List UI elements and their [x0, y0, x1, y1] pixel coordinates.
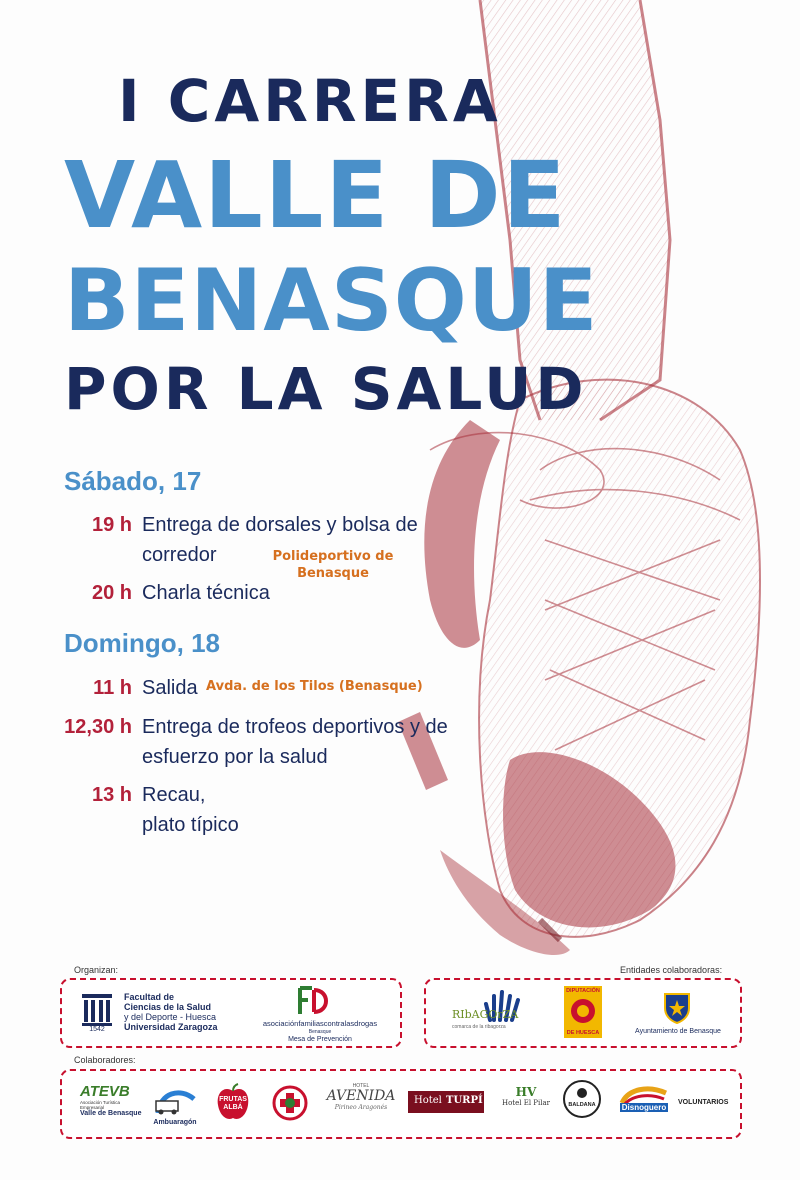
baldana-logo: [562, 1079, 602, 1119]
entities-label: Entidades colaboradoras:: [620, 965, 723, 975]
event-time: 11 h: [93, 677, 132, 699]
event-time: 13 h: [91, 784, 132, 806]
venue-saturday: Polideportivo de Benasque: [272, 549, 394, 581]
avenida-name: AVENIDA: [326, 1088, 396, 1104]
frutas-alba-logo: [214, 1083, 252, 1123]
diputacion-top: DIPUTACIÓN: [566, 988, 600, 994]
cruz-roja-emblem-icon: [272, 1085, 308, 1121]
event-description: Entrega de dorsales y bolsa de corredor: [142, 514, 418, 566]
disnoguero-name: Disnoguero: [621, 1103, 667, 1112]
unizar-logo: [124, 992, 218, 1032]
avenida-sub: Pirineo Aragonés: [334, 1104, 388, 1111]
event-time: 20 h: [91, 582, 132, 604]
organizers-box: [60, 978, 402, 1048]
unizar-line-3: y del Deporte - Huesca: [124, 1012, 217, 1022]
title-line-3: BENASQUE: [64, 251, 599, 351]
atevb-sub2: Valle de Benasque: [80, 1110, 142, 1117]
turpi-b: TURPÍ: [446, 1095, 483, 1106]
unizar-line-4: Universidad Zaragoza: [124, 1022, 218, 1032]
event-description: Charla técnica: [142, 582, 270, 604]
collaborators-label: Colaboradores:: [74, 1055, 136, 1065]
event-time: 12,30 h: [64, 716, 132, 738]
hotel-avenida-logo: [326, 1083, 396, 1111]
title-line-1: I CARRERA: [118, 67, 502, 135]
title-line-2: VALLE DE: [64, 142, 568, 249]
organizers-label: Organizan:: [74, 965, 119, 975]
hotel-el-pilar-logo: [498, 1085, 554, 1107]
diputacion-emblem-icon: [564, 994, 602, 1028]
atevb-sub1: Asociación Turística Empresarial: [80, 1100, 121, 1110]
familias-city: Benasque: [308, 1029, 332, 1035]
frutas-alba-text: [214, 1096, 252, 1112]
event-description: Entrega de trofeos deportivos y de esfuerzo por la salud: [142, 716, 448, 768]
event-description: Salida: [142, 677, 198, 699]
disnoguero-logo: [618, 1085, 670, 1117]
unizar-year: 1542: [89, 1026, 105, 1033]
ayuntamiento-label: Ayuntamiento de Benasque: [635, 1028, 721, 1035]
ambuaragon-logo: [150, 1085, 200, 1129]
collaborators-box: [60, 1069, 742, 1139]
unizar-building-icon: [80, 990, 114, 1036]
familias-sub: Mesa de Prevención: [288, 1036, 352, 1043]
diputacion-bottom: DE HUESCA: [566, 1030, 600, 1036]
elpilar-name: Hotel El Pilar: [501, 1099, 551, 1107]
event-time: 19 h: [91, 514, 132, 536]
event-description: Recau, plato típico: [142, 784, 239, 836]
hotel-turpi-logo: [408, 1091, 484, 1113]
ribagorza-logo: [450, 990, 530, 1034]
venue-sunday: Avda. de los Tilos (Benasque): [206, 679, 423, 694]
ambuaragon-name: Ambuaragón: [153, 1119, 197, 1126]
voluntarios-label: VOLUNTARIOS: [678, 1099, 729, 1106]
atevb-name: ATEVB: [80, 1083, 130, 1100]
ambulance-icon: [150, 1085, 200, 1115]
atevb-logo: [80, 1083, 142, 1117]
day-sunday-heading: Domingo, 18: [64, 628, 221, 658]
title-line-4: POR LA SALUD: [64, 355, 588, 423]
day-saturday-heading: Sábado, 17: [64, 466, 202, 496]
frutas-line-1: FRUTAS: [219, 1096, 247, 1103]
diputacion-logo: [564, 986, 602, 1038]
familias-logo-icon: [294, 984, 334, 1016]
benasque-shield-icon: [662, 990, 692, 1024]
ribagorza-sub: comarca de la ribagorza: [452, 1024, 506, 1030]
avenida-top: HOTEL: [352, 1083, 370, 1089]
frutas-line-2: ALBÁ: [223, 1104, 243, 1111]
baldana-name: BALDANA: [568, 1102, 596, 1108]
entities-box: [424, 978, 742, 1048]
elpilar-mono: HV: [515, 1085, 537, 1099]
turpi-a: Hotel: [414, 1095, 442, 1106]
unizar-line-1: Facultad de: [124, 992, 175, 1002]
familias-logo: [252, 1020, 388, 1044]
baldana-circle-icon: [562, 1079, 602, 1119]
familias-name: asociaciónfamiliascontralasdrogas: [262, 1019, 378, 1028]
ribagorza-name: RIbAGOrZA: [452, 1008, 519, 1021]
unizar-line-2: Ciencias de la Salud: [124, 1002, 212, 1012]
